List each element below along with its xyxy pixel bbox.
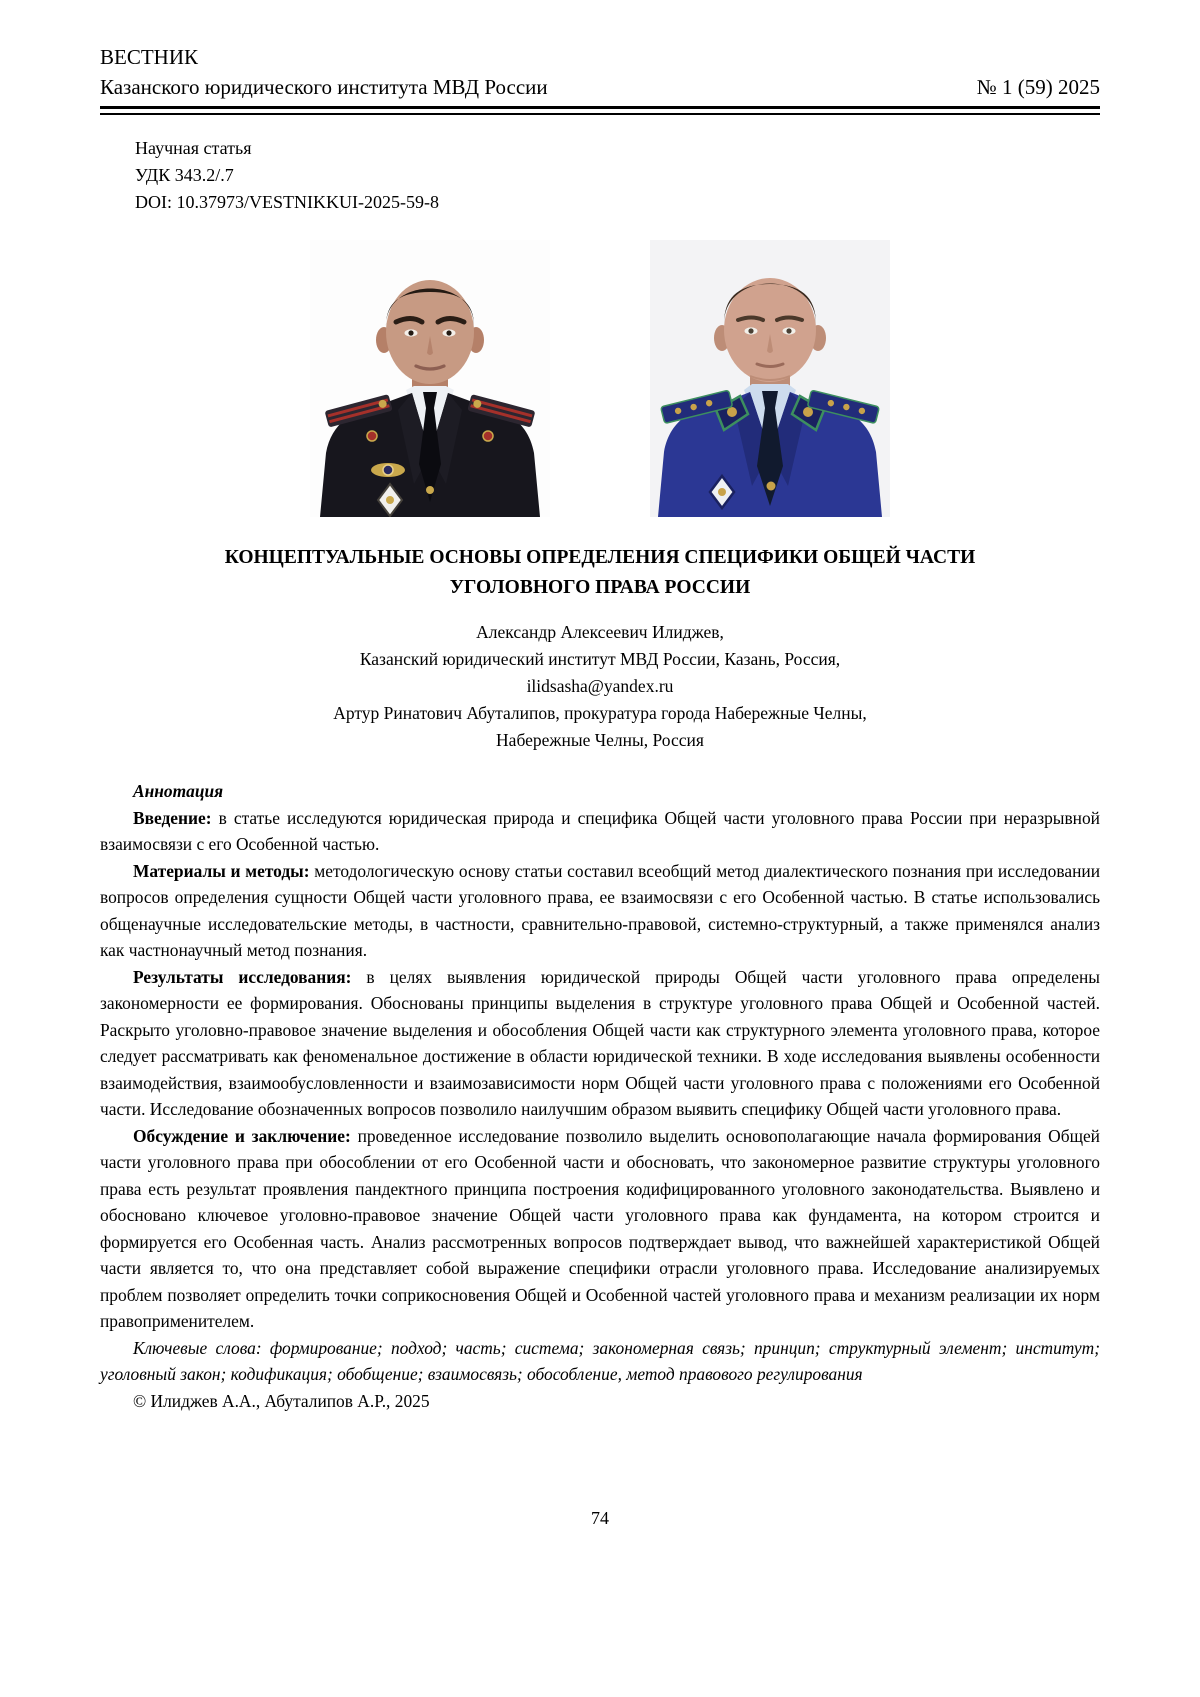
author-1-email: ilidsasha@yandex.ru [526, 676, 674, 696]
chest-badge-wings [371, 463, 405, 477]
section-text-materials: методологическую основу статьи составил всеобщий метод диалектического познания при исследовании вопросов определения сущности Общей части уголовного права, ее взаимосвязи с его Особенной частью. В статье использовались общенаучные исследовательские методы, в частности, сравнительно-правовой, системно-структурный, а также применялся анализ как частнонаучный метод познания. [100, 860, 1100, 960]
journal-title: ВЕСТНИК [100, 45, 199, 69]
lapel-emblem-left [367, 431, 377, 441]
section-text-discussion: проведенное исследование позволило выделить основополагающие начала формирования Общей части уголовного права при обособлении от его Особенной части и обосновать, что закономерное развитие структуры уголовного права есть результат проявления пандектного принципа построения кодифицированного уголовного законодательства. Выявлено и обосновано ключевое уголовно-правовое значение Общей части уголовного права как фундамента, на котором строится и формируется его Особенная часть. Анализ рассмотренных вопросов подтверждает вывод, что важнейшей характеристикой Общей части является то, что она представляет собой выражение специфики отрасли уголовного права. Исследование анализируемых проблем позволяет определить точки соприкосновения Общей и Особенной частей уголовного права и механизм реализации их норм правоприменителем. [100, 1125, 1100, 1331]
author-photo-prosecutor [650, 240, 890, 517]
author-photo-police-officer [310, 240, 550, 517]
author-2-city: Набережные Челны, Россия [496, 730, 704, 750]
abstract-discussion-conclusion [100, 1123, 1100, 1335]
author-photos [0, 240, 1200, 517]
author-2-name-affiliation: Артур Ринатович Абуталипов, прокуратура города Набережные Челны, [333, 703, 867, 723]
udc-code: УДК 343.2/.7 [135, 165, 234, 185]
copyright-line: © Илиджев А.А., Абуталипов А.Р., 2025 [133, 1390, 430, 1411]
author-1-affiliation: Казанский юридический институт МВД России, Казань, Россия, [359, 649, 841, 669]
section-label-discussion: Обсуждение и заключение: [133, 1125, 351, 1146]
abstract-introduction [100, 805, 1100, 858]
section-text-introduction: в статье исследуются юридическая природа и специфика Общей части уголовного права России при неразрывной взаимосвязи с его Особенной частью. [100, 807, 1100, 854]
issue-number: № 1 (59) 2025 [976, 75, 1100, 99]
journal-header [100, 0, 1100, 102]
author-1-name: Александр Алексеевич Илиджев, [476, 622, 724, 642]
section-label-results: Результаты исследования: [133, 966, 352, 987]
abstract-results [100, 964, 1100, 1123]
article-title-line2: УГОЛОВНОГО ПРАВА РОССИИ [449, 577, 751, 598]
lapel-emblem-right [483, 431, 493, 441]
doi: DOI: 10.37973/VESTNIKKUI-2025-59-8 [135, 192, 439, 212]
keywords-label: Ключевые слова: [133, 1337, 262, 1358]
article-title [90, 543, 1110, 603]
article-meta [135, 135, 1100, 216]
page-number: 74 [591, 1508, 609, 1528]
section-label-introduction: Введение: [133, 807, 212, 828]
authors-block [0, 619, 1200, 754]
abstract-heading-text: Аннотация [133, 781, 224, 801]
abstract [100, 778, 1100, 1414]
journal-header-row [100, 72, 1100, 102]
journal-subtitle: Казанского юридического института МВД России [100, 75, 548, 99]
article-title-line1: КОНЦЕПТУАЛЬНЫЕ ОСНОВЫ ОПРЕДЕЛЕНИЯ СПЕЦИФИКИ ОБЩЕЙ ЧАСТИ [224, 547, 976, 568]
section-text-results: в целях выявления юридической природы Общей части уголовного права определены закономерности ее формирования. Обоснованы принципы выделения в структуре уголовного права Общей и Особенной частей. Раскрыто уголовно-правовое значение выделения и обособления Общей части как структурного элемента уголовного права, которое следует рассматривать как феноменальное достижение в области юридической техники. В ходе исследования выявлены особенности взаимодействия, взаимообусловленности и взаимозависимости норм Общей части уголовного права с положениями его Особенной части. Исследование обозначенных вопросов позволило наилучшим образом выявить специфику Общей части уголовного права. [100, 966, 1100, 1119]
section-label-materials: Материалы и методы: [133, 860, 310, 881]
abstract-heading [100, 778, 1100, 805]
keywords [100, 1335, 1100, 1388]
header-divider [100, 106, 1100, 115]
abstract-materials-methods [100, 858, 1100, 964]
tie-emblem [767, 482, 776, 491]
tie-pin [426, 486, 434, 494]
keywords-text: формирование; подход; часть; система; закономерная связь; принцип; структурный элемент; институт; уголовный закон; кодификация; обобщение; взаимосвязь; обособление, метод правового регулирования [100, 1337, 1100, 1384]
article-type: Научная статья [135, 138, 252, 158]
